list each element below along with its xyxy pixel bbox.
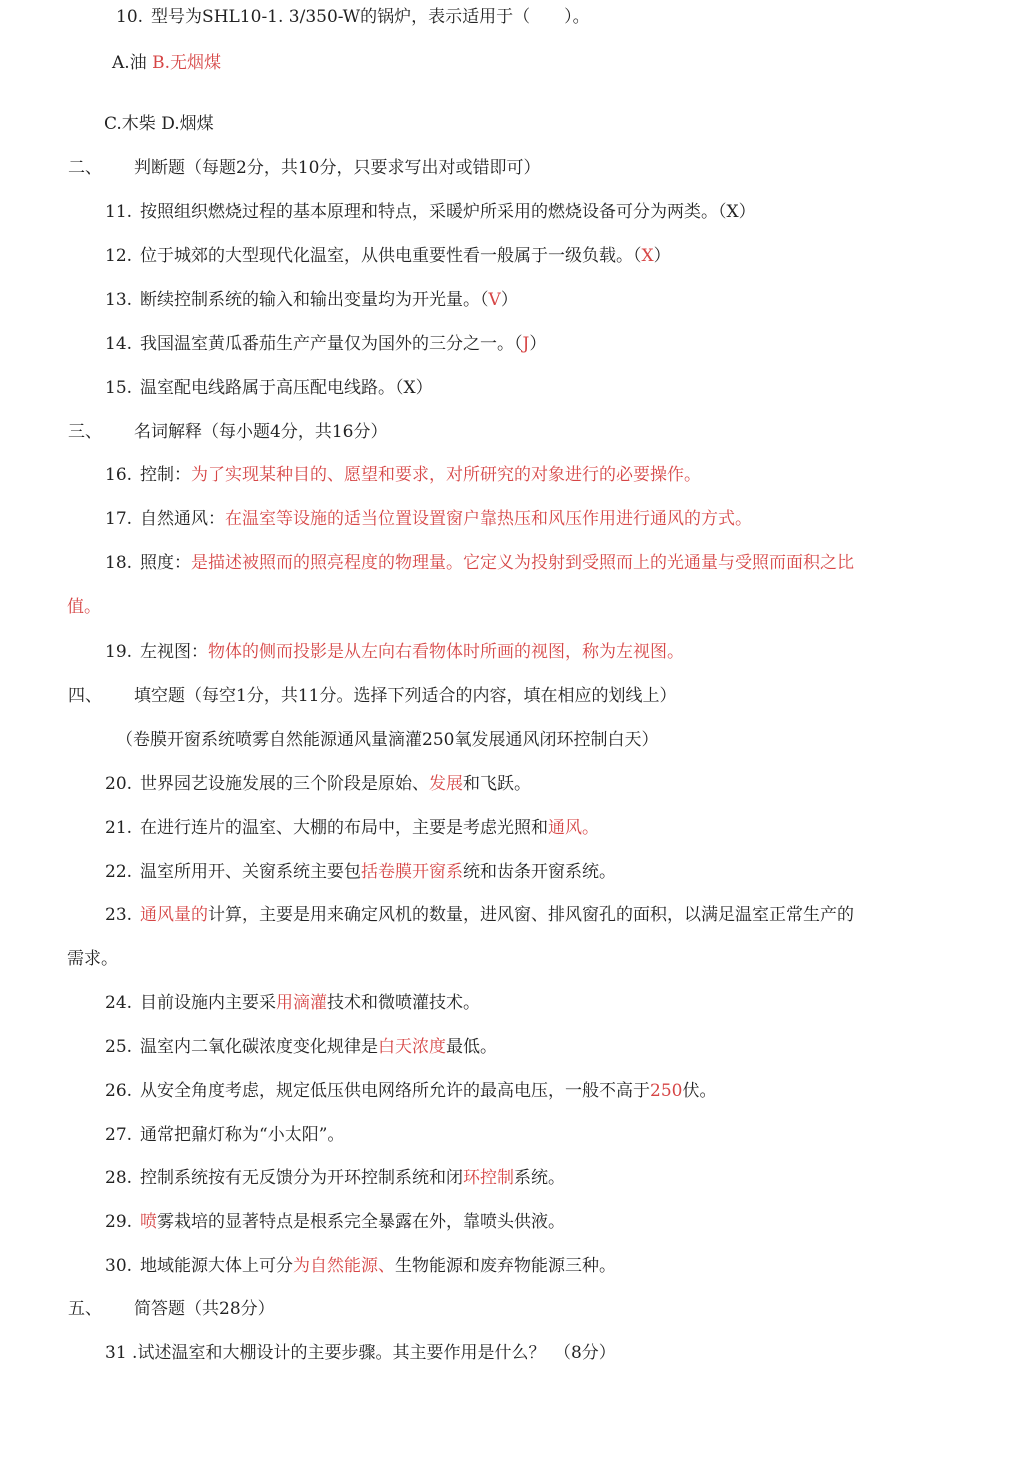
question-number: 24. <box>105 993 133 1013</box>
question-28 <box>105 1166 565 1190</box>
question-tail: ） <box>500 290 518 310</box>
question-text: 目前设施内主要采 <box>140 993 277 1013</box>
question-number: 16. <box>105 465 133 485</box>
question-10 <box>116 5 590 29</box>
question-text: 地域能源大体上可分 <box>140 1256 294 1276</box>
option-b: B.无烟煤 <box>152 53 221 73</box>
question-text: 型号为SHL10-1. 3/350-W的锅炉，表示适用于（ ）。 <box>151 7 590 27</box>
question-text: 断续控制系统的输入和输出变量均为开光量。（ <box>140 290 489 310</box>
question-12 <box>105 244 671 268</box>
question-text: 在进行连片的温室、大棚的布局中，主要是考虑光照和 <box>140 818 549 838</box>
question-23-continued <box>67 947 118 971</box>
answer-fill: 通风量的 <box>140 905 209 925</box>
question-text: .试述温室和大棚设计的主要步骤。其主要作用是什么？ （8分） <box>132 1343 616 1363</box>
answer-fill: 括卷膜开窗系 <box>361 862 464 882</box>
option-cd: C.木柴 D.烟煤 <box>104 114 214 134</box>
definition: 为了实现某种目的、愿望和要求，对所研究的对象进行的必要操作。 <box>191 465 702 485</box>
question-30 <box>105 1254 616 1278</box>
word-bank-text: （卷膜开窗系统喷雾自然能源通风量滴灌250氧发展通风闭环控制白天） <box>116 730 659 750</box>
section-title: 简答题（共28分） <box>134 1299 275 1319</box>
question-21 <box>105 816 599 840</box>
question-text-tail: 最低。 <box>446 1037 498 1057</box>
definition: 在温室等设施的适当位置设置窗户靠热压和风压作用进行通风的方式。 <box>225 509 753 529</box>
question-text: 我国温室黄瓜番茄生产产量仅为国外的三分之一。（ <box>140 334 523 354</box>
question-text-tail: 和飞跃。 <box>463 774 532 794</box>
question-31 <box>105 1341 616 1365</box>
question-20 <box>105 772 531 796</box>
question-11 <box>105 200 756 224</box>
question-text-tail: 统和齿条开窗系统。 <box>463 862 617 882</box>
answer-mark: J <box>522 334 530 354</box>
question-16 <box>105 463 701 487</box>
question-number: 14. <box>105 334 133 354</box>
question-number: 10. <box>116 7 144 27</box>
question-number: 19. <box>105 642 133 662</box>
question-text: 雾栽培的显著特点是根系完全暴露在外，靠喷头供液。 <box>157 1212 566 1232</box>
question-number: 12. <box>105 246 133 266</box>
term: 控制： <box>140 465 192 485</box>
question-23 <box>105 903 854 927</box>
answer-fill: 通风。 <box>548 818 600 838</box>
question-number: 17. <box>105 509 133 529</box>
section-title: 填空题（每空1分，共11分。选择下列适合的内容，填在相应的划线上） <box>134 686 677 706</box>
question-number: 22. <box>105 862 133 882</box>
answer-fill: 白天浓度 <box>378 1037 447 1057</box>
question-number: 25. <box>105 1037 133 1057</box>
question-text: 计算，主要是用来确定风机的数量，进风窗、排风窗孔的面积，以满足温室正常生产的 <box>208 905 855 925</box>
answer-fill: 用滴灌 <box>276 993 328 1013</box>
question-number: 23. <box>105 905 133 925</box>
question-text: 通常把鼐灯称为“小太阳”。 <box>140 1125 345 1145</box>
definition: 是描述被照而的照亮程度的物理量。它定义为投射到受照而上的光通量与受照而面积之比 <box>191 553 855 573</box>
question-text: 温室内二氧化碳浓度变化规律是 <box>140 1037 379 1057</box>
question-14 <box>105 332 546 356</box>
question-text: 控制系统按有无反馈分为开环控制系统和闭 <box>140 1168 464 1188</box>
word-bank <box>116 728 658 752</box>
question-number: 13. <box>105 290 133 310</box>
definition-continued: 值。 <box>67 597 101 617</box>
question-number: 28. <box>105 1168 133 1188</box>
answer-fill: 250 <box>650 1081 683 1101</box>
section-number: 五、 <box>68 1299 102 1319</box>
question-text-tail: 伏。 <box>682 1081 717 1101</box>
question-number: 31 <box>105 1343 127 1363</box>
question-number: 30. <box>105 1256 133 1276</box>
question-18-continued <box>67 595 101 619</box>
answer-mark: X <box>641 246 654 266</box>
question-25 <box>105 1035 497 1059</box>
question-number: 15. <box>105 378 133 398</box>
question-text: 温室配电线路属于高压配电线路。（X） <box>140 378 433 398</box>
question-24 <box>105 991 480 1015</box>
answer-fill: 喷 <box>140 1212 158 1232</box>
question-22 <box>105 860 616 884</box>
term: 照度： <box>140 553 192 573</box>
question-number: 26. <box>105 1081 133 1101</box>
question-10-options-ab <box>112 51 221 75</box>
question-18 <box>105 551 854 575</box>
section-4-heading <box>68 684 676 708</box>
answer-fill: 发展 <box>429 774 464 794</box>
section-title: 名词解释（每小题4分，共16分） <box>134 422 388 442</box>
question-15 <box>105 376 433 400</box>
question-number: 11. <box>105 202 133 222</box>
section-5-heading <box>68 1297 275 1321</box>
question-number: 21. <box>105 818 133 838</box>
question-27 <box>105 1123 344 1147</box>
question-19 <box>105 640 684 664</box>
section-2-heading <box>68 156 540 180</box>
section-title: 判断题（每题2分，共10分，只要求写出对或错即可） <box>134 158 541 178</box>
question-text: 按照组织燃烧过程的基本原理和特点，采暖炉所采用的燃烧设备可分为两类。（X） <box>140 202 756 222</box>
question-number: 29. <box>105 1212 133 1232</box>
question-tail: ） <box>529 334 547 354</box>
question-text-tail: 技术和微喷灌技术。 <box>327 993 481 1013</box>
section-3-heading <box>68 420 387 444</box>
question-text: 从安全角度考虑，规定低压供电网络所允许的最高电压，一般不高于 <box>140 1081 651 1101</box>
term: 自然通风： <box>140 509 226 529</box>
question-text-continued: 需求。 <box>67 949 118 969</box>
question-tail: ） <box>653 246 671 266</box>
option-a: A.油 <box>112 53 147 73</box>
term: 左视图： <box>140 642 209 662</box>
answer-mark: V <box>488 290 501 310</box>
answer-fill: 为自然能源、 <box>293 1256 396 1276</box>
question-text: 温室所用开、关窗系统主要包 <box>140 862 362 882</box>
answer-fill: 环控制 <box>463 1168 515 1188</box>
question-text-tail: 生物能源和废弃物能源三种。 <box>395 1256 617 1276</box>
question-text: 位于城郊的大型现代化温室，从供电重要性看一般属于一级负载。（ <box>140 246 642 266</box>
section-number: 二、 <box>68 158 102 178</box>
question-number: 18. <box>105 553 133 573</box>
question-29 <box>105 1210 565 1234</box>
section-number: 四、 <box>68 686 102 706</box>
question-number: 20. <box>105 774 133 794</box>
question-17 <box>105 507 752 531</box>
question-number: 27. <box>105 1125 133 1145</box>
question-10-options-cd <box>104 112 214 136</box>
question-text: 世界园艺设施发展的三个阶段是原始、 <box>140 774 430 794</box>
question-text-tail: 系统。 <box>514 1168 566 1188</box>
definition: 物体的侧而投影是从左向右看物体时所画的视图，称为左视图。 <box>208 642 685 662</box>
section-number: 三、 <box>68 422 102 442</box>
question-26 <box>105 1079 717 1103</box>
question-13 <box>105 288 518 312</box>
